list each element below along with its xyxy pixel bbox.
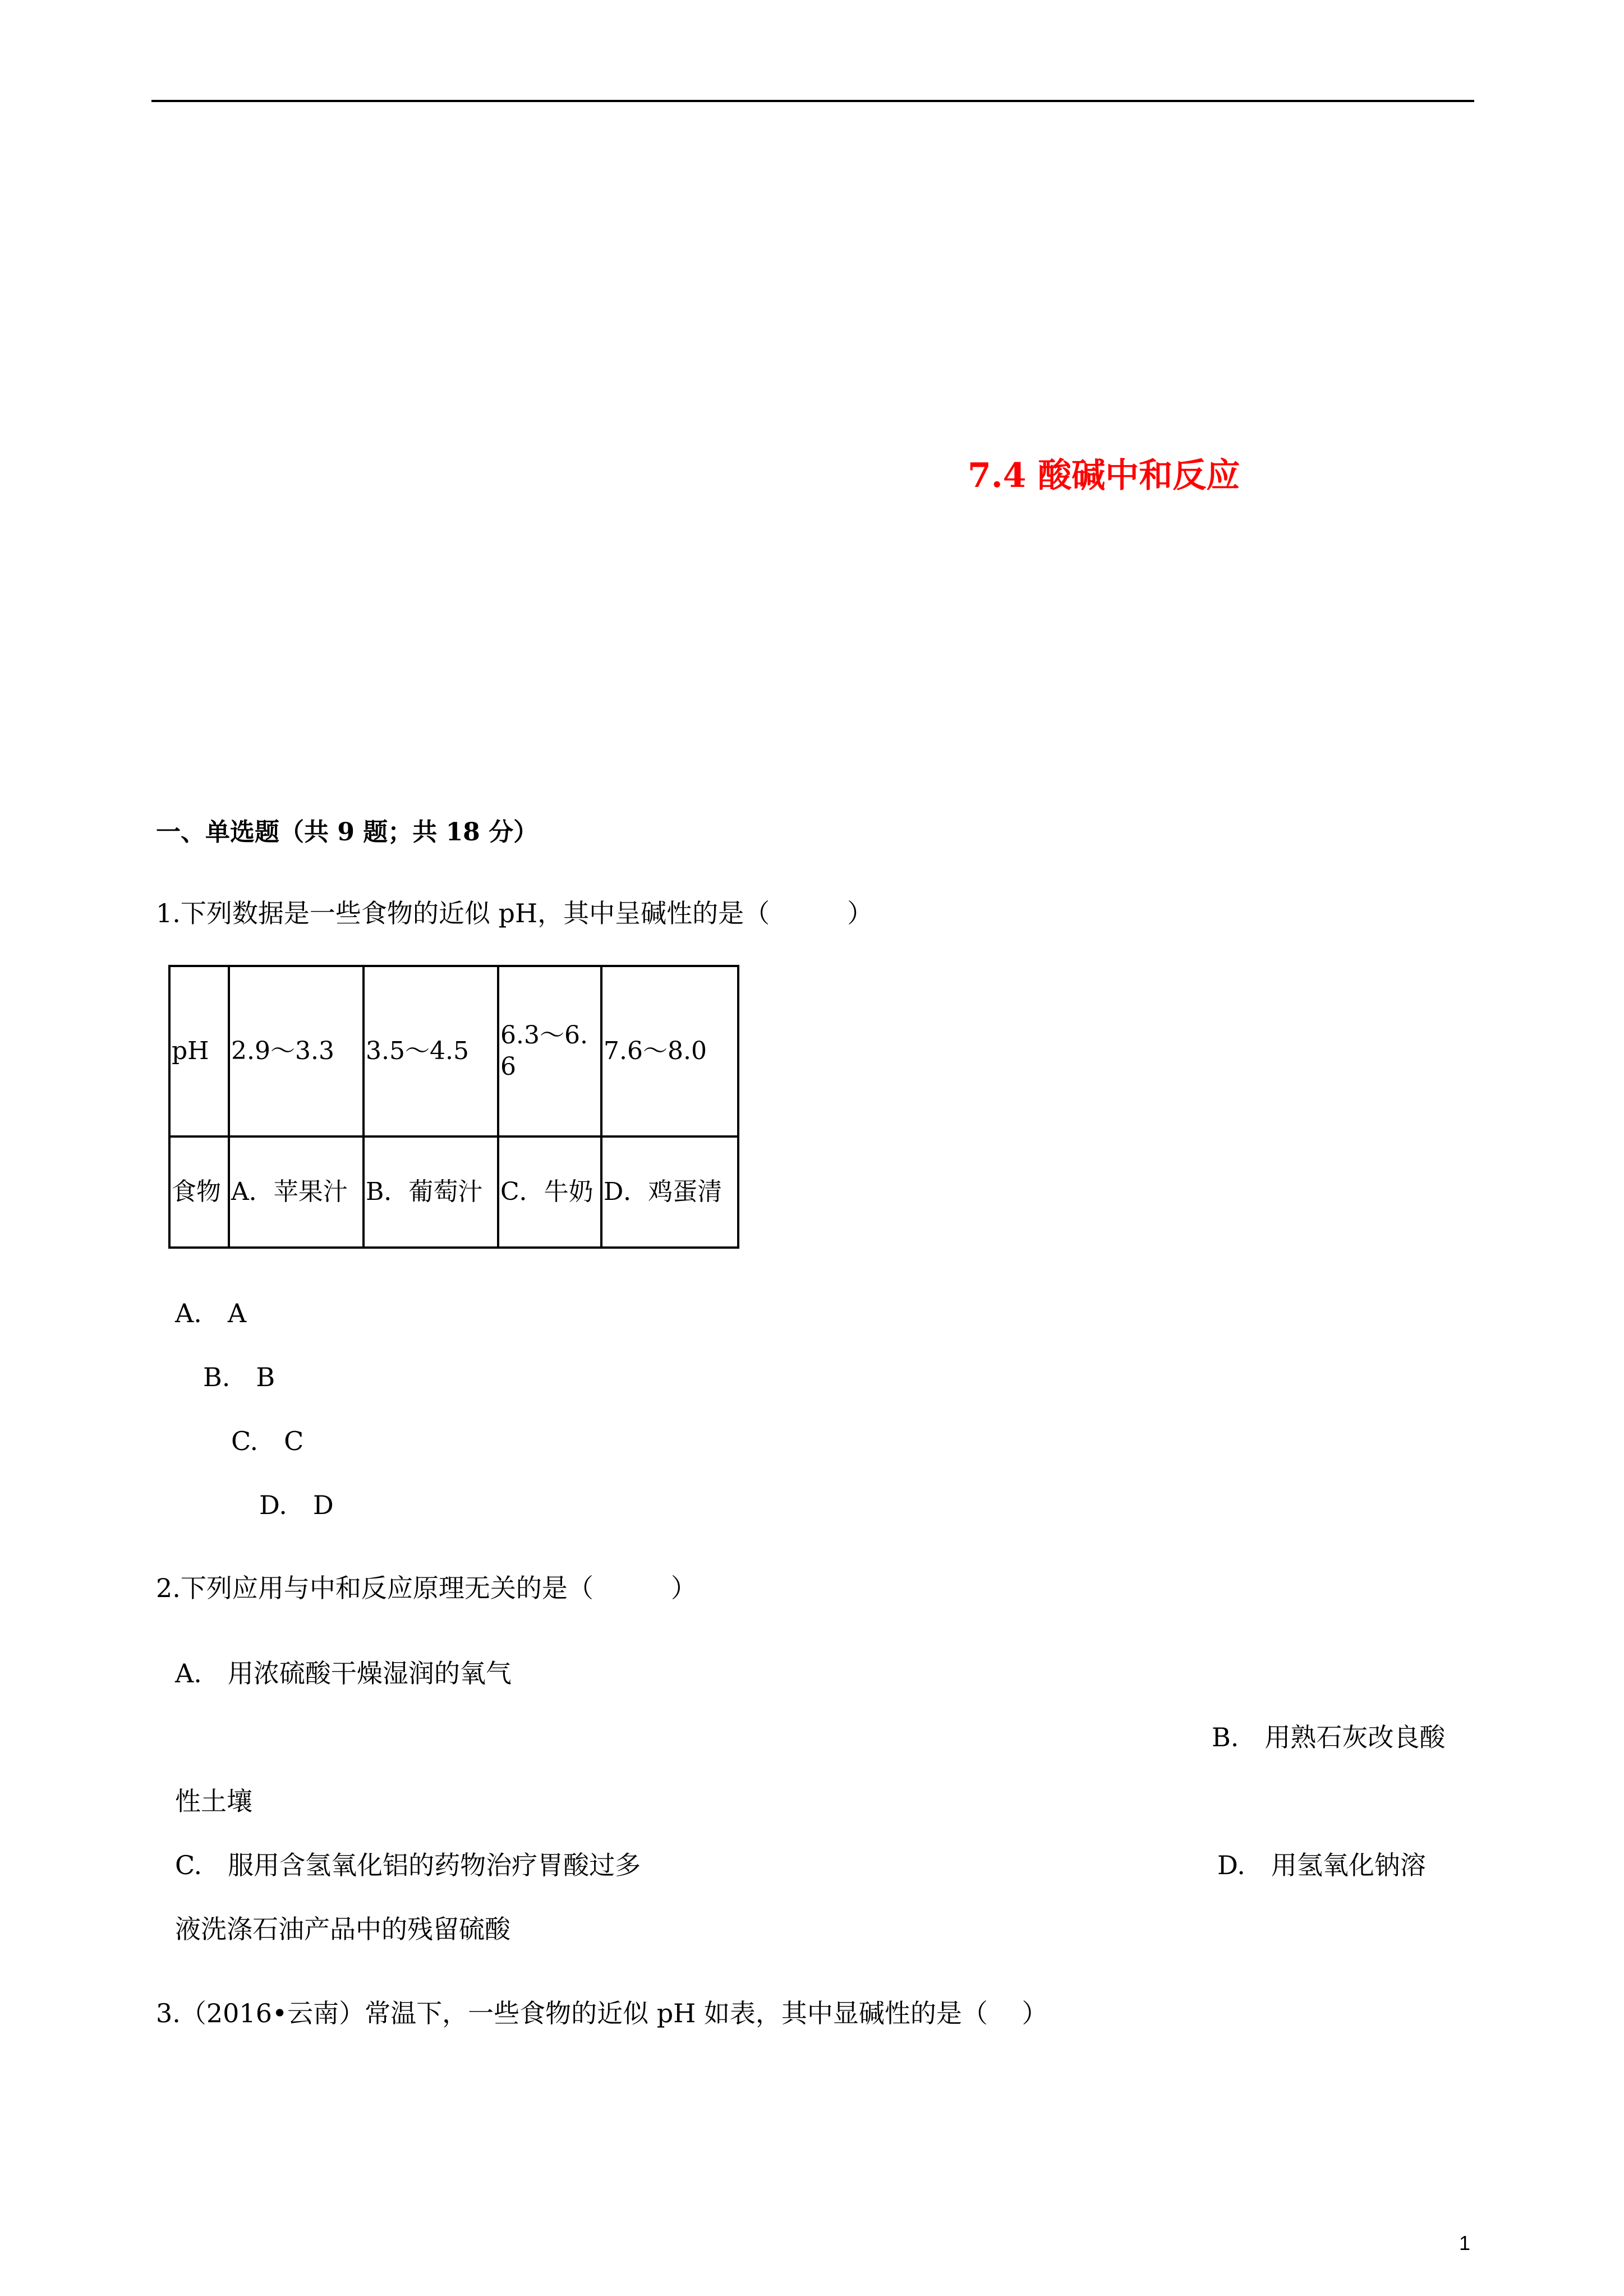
table-cell: D．鸡蛋清 <box>601 1137 738 1248</box>
question-3-stem: 3.（2016•云南）常温下，一些食物的近似 pH 如表，其中显碱性的是（ ） <box>156 1998 1048 2028</box>
question-2-option-b-continued: 性土壤 <box>175 1786 252 1816</box>
table-row-food <box>169 1137 738 1248</box>
ph-table <box>168 965 739 1249</box>
table-cell: B．葡萄汁 <box>364 1137 498 1248</box>
question-1-option-c: C. C <box>231 1426 304 1456</box>
document-title: 7.4 酸碱中和反应 <box>968 456 1240 495</box>
question-1-stem: 1.下列数据是一些食物的近似 pH，其中呈碱性的是（ ） <box>156 898 873 928</box>
question-1-option-d: D. D <box>259 1490 334 1520</box>
question-2-option-d: D. 用氢氧化钠溶 <box>1217 1850 1426 1880</box>
question-2-option-d-continued: 液洗涤石油产品中的残留硫酸 <box>175 1914 510 1944</box>
table-cell: 6.3～6.6 <box>498 966 601 1137</box>
table-cell: 2.9～3.3 <box>229 966 364 1137</box>
section-heading: 一、单选题（共 9 题；共 18 分） <box>156 818 539 846</box>
question-2-option-c: C. 服用含氢氧化铝的药物治疗胃酸过多 <box>175 1850 641 1880</box>
table-cell: C．牛奶 <box>498 1137 601 1248</box>
question-2-option-a: A. 用浓硫酸干燥湿润的氧气 <box>175 1658 512 1688</box>
question-1-option-a: A. A <box>175 1298 247 1328</box>
table-cell: pH <box>169 966 229 1137</box>
question-1-option-b: B. B <box>203 1362 275 1392</box>
table-cell: 食物 <box>169 1137 229 1248</box>
page-number: 1 <box>1459 2231 1471 2254</box>
table-cell: 3.5～4.5 <box>364 966 498 1137</box>
question-2-stem: 2.下列应用与中和反应原理无关的是（ ） <box>156 1573 697 1603</box>
table-row-ph <box>169 966 738 1137</box>
table-cell: A．苹果汁 <box>229 1137 364 1248</box>
question-2-option-b: B. 用熟石灰改良酸 <box>1212 1722 1446 1752</box>
header-rule <box>151 100 1474 102</box>
table-cell: 7.6～8.0 <box>601 966 738 1137</box>
